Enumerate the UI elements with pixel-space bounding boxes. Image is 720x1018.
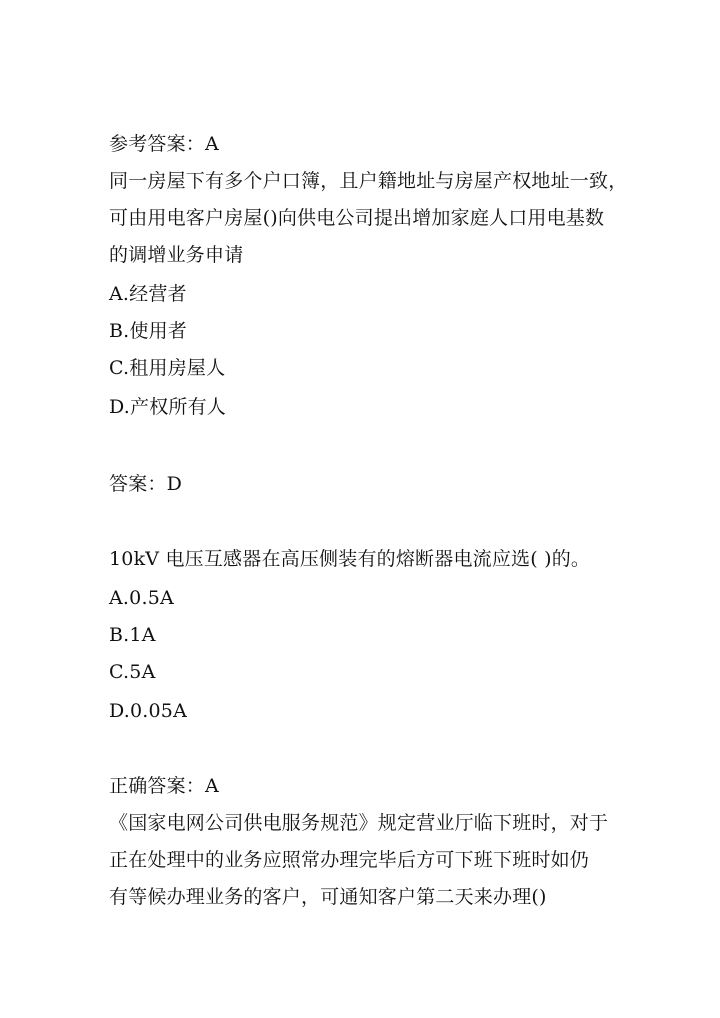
question-2-option-d: D.0.05A	[109, 700, 188, 722]
question-3-line-3: 有等候办理业务的客户，可通知客户第二天来办理()	[109, 886, 547, 908]
question-1-line-1: 同一房屋下有多个户口簿，且户籍地址与房屋产权地址一致，	[109, 170, 628, 192]
question-1-option-c: C.租用房屋人	[109, 357, 226, 379]
question-1-option-a: A.经营者	[109, 283, 187, 305]
question-1-line-2: 可由用电客户房屋()向供电公司提出增加家庭人口用电基数	[109, 207, 605, 229]
question-2-option-b: B.1A	[109, 624, 156, 646]
question-2-option-a: A.0.5A	[109, 587, 174, 609]
question-1-option-d: D.产权所有人	[109, 396, 226, 418]
question-2-line-1: 10kV 电压互感器在高压侧装有的熔断器电流应选( )的。	[109, 548, 591, 570]
answer-line-1: 参考答案：A	[109, 133, 219, 155]
question-3-line-2: 正在处理中的业务应照常办理完毕后方可下班下班时如仍	[109, 849, 590, 871]
question-1-option-b: B.使用者	[109, 320, 188, 342]
question-1-line-3: 的调增业务申请	[109, 244, 244, 266]
question-2-option-c: C.5A	[109, 661, 156, 683]
question-3-line-1: 《国家电网公司供电服务规范》规定营业厅临下班时，对于	[109, 812, 609, 834]
answer-line-3: 正确答案：A	[109, 775, 219, 797]
answer-line-2: 答案：D	[109, 473, 183, 495]
